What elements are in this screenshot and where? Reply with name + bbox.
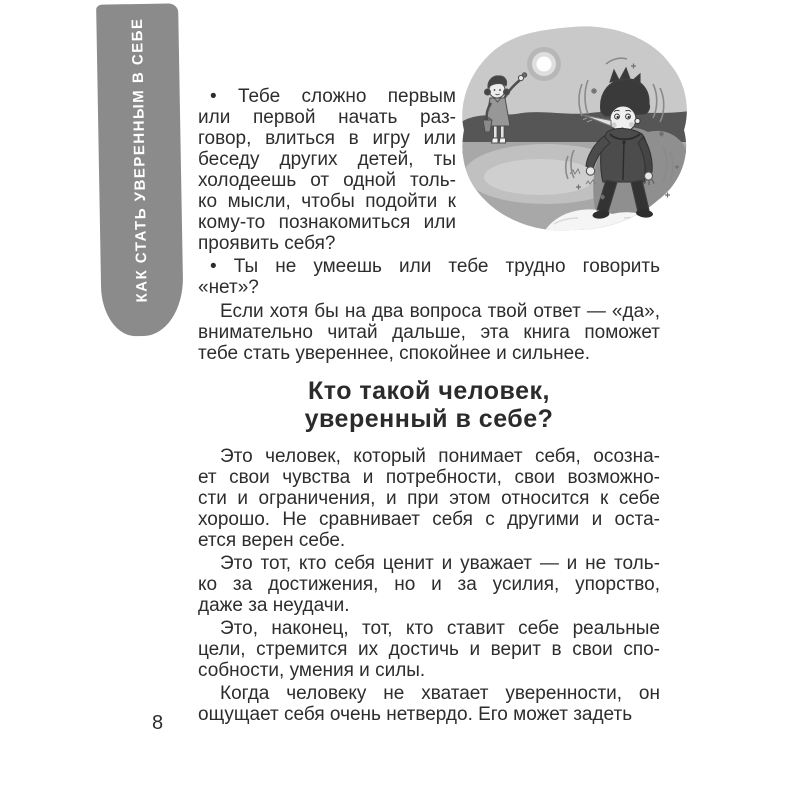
bullet-paragraph-1	[198, 86, 456, 254]
bullet-paragraph-2	[198, 256, 660, 298]
text-line: • Тебе сложно первым	[210, 86, 456, 107]
intro-paragraph	[198, 301, 660, 364]
body-paragraph-1	[198, 446, 660, 551]
page-number: 8	[152, 712, 164, 734]
text-line: ко мысли, чтобы подойти к	[198, 191, 456, 212]
text-line: тебе стать увереннее, спокойнее и сильнее.	[198, 343, 590, 364]
body-paragraph-2	[198, 553, 660, 616]
text-line: Это тот, кто себя ценит и уважает — и не толь-	[220, 553, 660, 574]
text-line: Если хотя бы на два вопроса твой ответ — «да»,	[220, 301, 660, 322]
text-line: Это, наконец, тот, кто ставит себе реальные	[220, 618, 660, 639]
text-line: говор, влиться в игру или	[198, 128, 456, 149]
sun-icon	[527, 47, 561, 81]
text-line: Когда человеку не хватает уверенности, он	[220, 683, 660, 704]
section-heading	[198, 377, 660, 433]
text-line: ощущает себя очень нетвердо. Его может задеть	[198, 704, 633, 725]
chapter-tab-label: КАК СТАТЬ УВЕРЕННЫМ В СЕБЕ	[128, 17, 151, 303]
light-clearing-inner	[484, 159, 596, 195]
text-line: ет свои чувства и потребности, свои возможно-	[198, 467, 660, 488]
body-paragraph-3	[198, 618, 660, 681]
text-line: или первой начать раз-	[198, 107, 456, 128]
text-line: беседу других детей, ты	[198, 149, 456, 170]
text-line: «нет»?	[198, 277, 259, 298]
text-line: холодеешь от одной толь-	[198, 170, 456, 191]
text-line: • Ты не умеешь или тебе трудно говорить	[210, 256, 660, 277]
text-line: Кто такой человек,	[308, 377, 550, 405]
body-paragraph-4	[198, 683, 660, 725]
illustration-girl-waving-boy-freezing	[454, 24, 694, 236]
text-line: ется верен себе.	[198, 530, 346, 551]
text-line: уверенный в себе?	[304, 405, 554, 433]
text-line: сти и ограничения, и при этом относится к себе	[198, 488, 660, 509]
text-line: хорошо. Не сравнивает себя с другими и оста-	[198, 509, 660, 530]
text-line: собности, умения и силы.	[198, 660, 426, 681]
text-line: проявить себя?	[198, 233, 336, 254]
text-line: цели, стремится их достичь и верит в свои спо-	[198, 639, 660, 660]
text-line: Это человек, который понимает себя, осозна-	[220, 446, 660, 467]
chapter-side-tab	[96, 3, 184, 336]
text-line: ко за достижения, но и за усилия, упорство,	[198, 574, 660, 595]
text-column	[198, 0, 660, 800]
text-line: кому-то познакомиться или	[198, 212, 456, 233]
text-line: даже за неудачи.	[198, 595, 350, 616]
text-line: внимательно читай дальше, эта книга поможет	[198, 322, 660, 343]
